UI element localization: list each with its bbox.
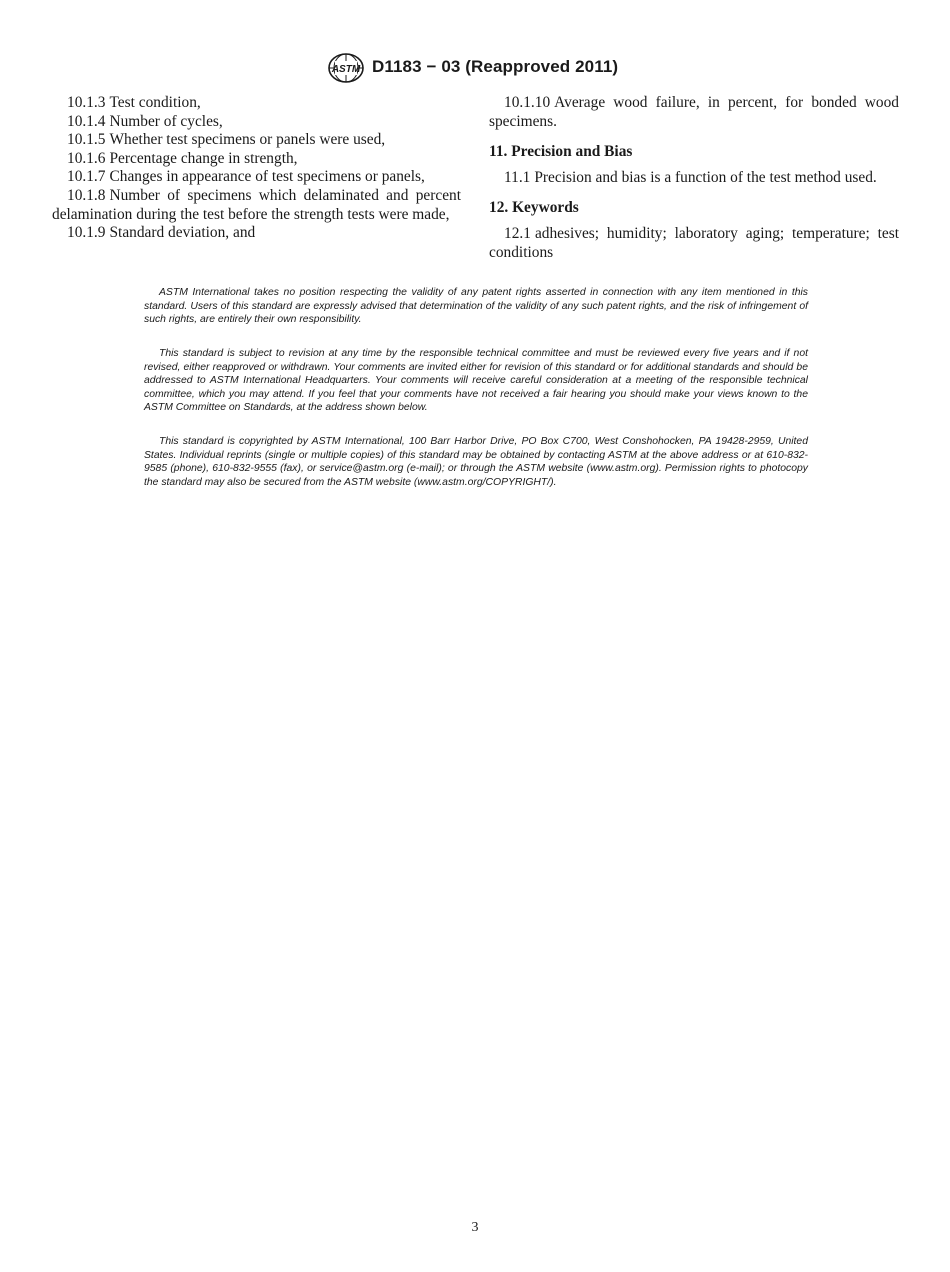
right-column [489,94,899,262]
list-item: 10.1.9 Standard deviation, and [67,224,256,242]
list-item: 10.1.7 Changes in appearance of test specimens or panels, [67,168,425,186]
list-item: 10.1.10 Average wood failure, in percent, for bonded wood specimens. [489,94,899,130]
list-item: 10.1.8 Number of specimens which delaminated and percent delamination during the test before the strength tests were made, [52,186,461,223]
revision-notice: This standard is subject to revision at any time by the responsible technical committee and must be reviewed every five years and if not revised, either reapproved or withdrawn. Your comments are invited either for revision of this standard or for additional standards and should be addressed to ASTM International Headquarters. Your comments will receive careful consideration at a meeting of the responsible technical committee, which you may attend. If you feel that your comments have not received a fair hearing you should make your views known to the ASTM Committee on Standards, at the address shown below. [144,348,808,414]
section-paragraph: 11.1 Precision and bias is a function of the test method used. [504,168,877,186]
section-heading-precision-bias: 11. Precision and Bias [489,143,633,161]
section-heading-keywords: 12. Keywords [489,199,579,217]
patent-notice: ASTM International takes no position respecting the validity of any patent rights asserted in connection with any item mentioned in this standard. Users of this standard are expressly advised that determination of the validity of any such patent rights, and the risk of infringement of such rights, are entirely their own responsibility. [144,287,808,326]
astm-logo-icon [326,52,366,84]
page-number: 3 [471,1220,479,1235]
list-item: 10.1.5 Whether test specimens or panels were used, [67,131,386,149]
list-item: 10.1.3 Test condition, [67,94,201,111]
left-column [52,94,461,243]
page-header [0,52,950,86]
copyright-notice: This standard is copyrighted by ASTM International, 100 Barr Harbor Drive, PO Box C700, West Conshohocken, PA 19428-2959, United States. Individual reprints (single or multiple copies) of this standard may be obtained by contacting ASTM at the above address or at 610-832-9585 (phone), 610-832-9555 (fax), or service@astm.org (e-mail); or through the ASTM website (www.astm.org). Permission rights to photocopy the standard may also be secured from the ASTM website (www.astm.org/COPYRIGHT/). [144,436,808,488]
list-item: 10.1.6 Percentage change in strength, [67,149,298,167]
section-paragraph: 12.1 adhesives; humidity; laboratory aging; temperature; test conditions [489,224,899,261]
list-item: 10.1.4 Number of cycles, [67,112,223,130]
svg-text:ASTM: ASTM [331,64,361,75]
document-id: D1183 − 03 (Reapproved 2011) [372,57,619,76]
